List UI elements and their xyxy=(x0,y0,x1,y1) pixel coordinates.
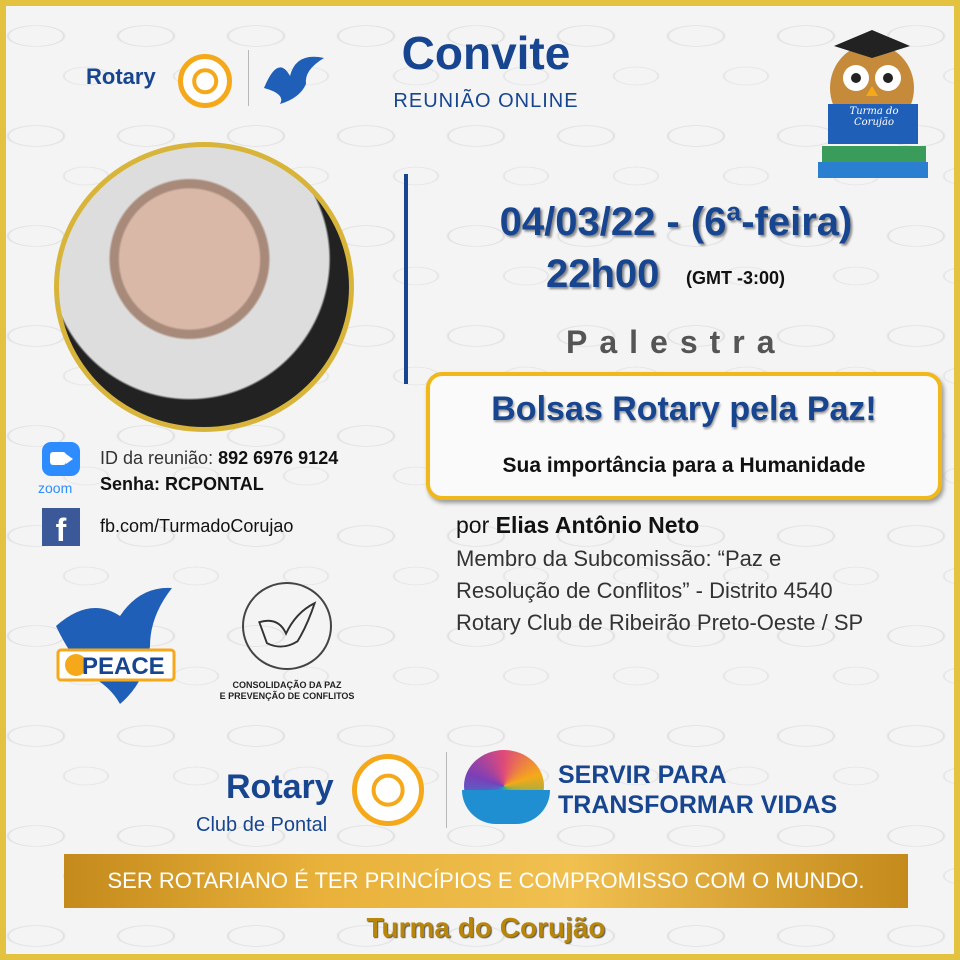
meeting-id: 892 6976 9124 xyxy=(218,448,339,468)
event-timezone: (GMT -3:00) xyxy=(686,268,785,288)
footer-title: Turma do Corujão xyxy=(366,912,606,943)
meeting-id-label: ID da reunião: xyxy=(100,448,214,468)
speaker-bio-line: Membro da Subcomissão: “Paz e xyxy=(456,546,782,571)
facebook-icon: f xyxy=(42,508,80,546)
by-prefix: por xyxy=(456,512,490,538)
motto-line: SERVIR PARA xyxy=(558,761,727,789)
speaker-name: Elias Antônio Neto xyxy=(495,512,700,538)
talk-subtitle: Sua importância para a Humanidade xyxy=(502,454,866,477)
consolidation-line: CONSOLIDAÇÃO DA PAZ xyxy=(232,680,342,690)
zoom-icon xyxy=(42,442,80,476)
password-label: Senha: xyxy=(100,474,161,494)
peace-dove-logo xyxy=(50,586,176,706)
rotary-wheel-icon xyxy=(352,754,424,826)
header-divider xyxy=(248,50,249,106)
dove-icon xyxy=(260,48,328,108)
password-line xyxy=(100,474,264,495)
club-logo-text: Rotary xyxy=(226,768,334,806)
password-value: RCPONTAL xyxy=(165,474,264,494)
content-divider xyxy=(404,174,408,384)
speaker-bio-line: Resolução de Conflitos” - Distrito 4540 xyxy=(456,578,833,603)
rotary-wheel-icon xyxy=(178,54,232,108)
talk-title: Bolsas Rotary pela Paz! xyxy=(491,390,877,428)
consolidation-line: E PREVENÇÃO DE CONFLITOS xyxy=(219,691,355,701)
hand-icon xyxy=(462,790,550,824)
speaker-line xyxy=(456,512,699,539)
motto-line: TRANSFORMAR VIDAS xyxy=(558,791,838,819)
banner-text: SER ROTARIANO É TER PRINCÍPIOS E COMPROMISSO COM O MUNDO. xyxy=(107,868,865,893)
motto xyxy=(558,760,837,820)
peace-label: PEACE xyxy=(82,653,165,680)
club-logo-subtext: Club de Pontal xyxy=(196,814,328,836)
event-date: 04/03/22 - (6ª-feira) xyxy=(499,200,853,244)
page-title: Convite xyxy=(401,27,571,79)
event-time: 22h00 xyxy=(546,252,660,296)
logo-divider xyxy=(446,752,447,828)
speaker-bio-line: Rotary Club de Ribeirão Preto-Oeste / SP xyxy=(456,610,864,635)
peace-consolidation-label xyxy=(202,680,372,702)
owl-badge-text: Turma do Corujão xyxy=(849,106,899,128)
zoom-label: zoom xyxy=(38,480,73,496)
facebook-link[interactable]: fb.com/TurmadoCorujao xyxy=(100,516,294,536)
page-subtitle: REUNIÃO ONLINE xyxy=(393,90,579,112)
meeting-id-line xyxy=(100,448,338,469)
rotary-logo-text: Rotary xyxy=(86,64,156,89)
speaker-photo xyxy=(54,142,354,432)
olive-dove-icon xyxy=(242,582,332,670)
section-label: Palestra xyxy=(566,324,787,360)
